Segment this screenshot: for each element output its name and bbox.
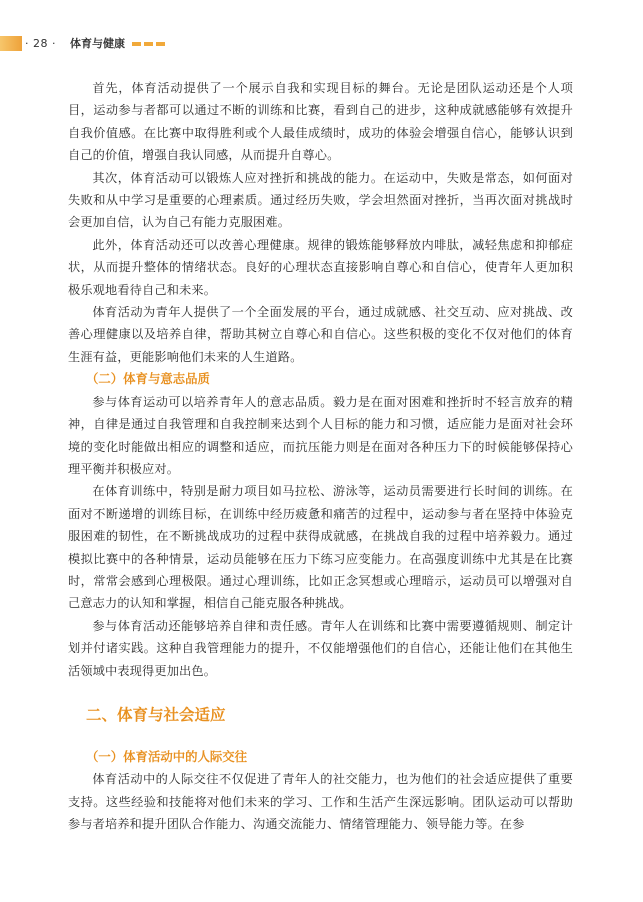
- page-body: [68, 52, 573, 836]
- book-title: 体育与健康: [70, 37, 125, 50]
- header-dash-decoration: [132, 42, 166, 46]
- paragraph: 此外，体育活动还可以改善心理健康。规律的锻炼能够释放内啡肽，减轻焦虑和抑郁症状，从而提升整体的情绪状态。良好的心理状态直接影响自尊心和自信心，使青年人更加积极乐观地看待自己和未来。: [68, 237, 573, 297]
- paragraph: 体育活动中的人际交往不仅促进了青年人的社交能力，也为他们的社会适应提供了重要支持。这些经验和技能将对他们未来的学习、工作和生活产生深远影响。团队运动可以帮助参与者培养和提升团队合作能力、沟通交流能力、情绪管理能力、领导能力等。在参: [68, 772, 573, 832]
- paragraph: 其次，体育活动可以锻炼人应对挫折和挑战的能力。在运动中，失败是常态，如何面对失败和从中学习是重要的心理素质。通过经历失败，学会坦然面对挫折，当再次面对挑战时会更加自信，认为自己有能力克服困难。: [68, 170, 573, 230]
- subsection-heading: （一）体育活动中的人际交往: [86, 748, 248, 764]
- page-header: [0, 36, 643, 52]
- paragraph: 首先，体育活动提供了一个展示自我和实现目标的舞台。无论是团队运动还是个人项目，运动参与者都可以通过不断的训练和比赛，看到自己的进步，这种成就感能够有效提升自我价值感。在比赛中取得胜利或个人最佳成绩时，成功的体验会增强自信心，能够认识到自己的价值，增强自我认同感，从而提升自尊心。: [68, 81, 573, 163]
- header-accent-bar: [0, 36, 22, 51]
- paragraph: 体育活动为青年人提供了一个全面发展的平台，通过成就感、社交互动、应对挑战、改善心理健康以及培养自律，帮助其树立自尊心和自信心。这些积极的变化不仅对他们的体育生涯有益，更能影响他们未来的人生道路。: [68, 305, 573, 364]
- paragraph: 参与体育运动可以培养青年人的意志品质。毅力是在面对困难和挫折时不轻言放弃的精神，自律是通过自我管理和自我控制来达到个人目标的能力和习惯，适应能力是面对社会环境的变化时能做出相应的调整和适应，而抗压能力则是在面对各种压力下的时候能够保持心理平衡并积极应对。: [68, 394, 573, 476]
- paragraph: 参与体育活动还能够培养自律和责任感。青年人在训练和比赛中需要遵循规则、制定计划并付诸实践。这种自我管理能力的提升，不仅能增强他们的自信心，还能让他们在其他生活领域中表现得更加出色。: [68, 618, 573, 678]
- page-number: · 28 ·: [25, 37, 56, 50]
- paragraph: 在体育训练中，特别是耐力项目如马拉松、游泳等，运动员需要进行长时间的训练。在面对不断递增的训练目标，在训练中经历疲惫和痛苦的过程中，运动参与者在坚持中体验克服困难的韧性，在不断挑战成功的过程中获得成就感，在挑战自我的过程中培养毅力。通过模拟比赛中的各种情景，运动员能够在压力下练习应变能力。在高强度训练中尤其是在比赛时，常常会感到心理极限。通过心理训练，比如正念冥想或心理暗示，运动员可以增强对自己意志力的认知和掌握，相信自己能克服各种挑战。: [68, 484, 573, 611]
- section-heading: 二、体育与社会适应: [86, 705, 226, 724]
- subsection-heading: （二）体育与意志品质: [86, 371, 210, 387]
